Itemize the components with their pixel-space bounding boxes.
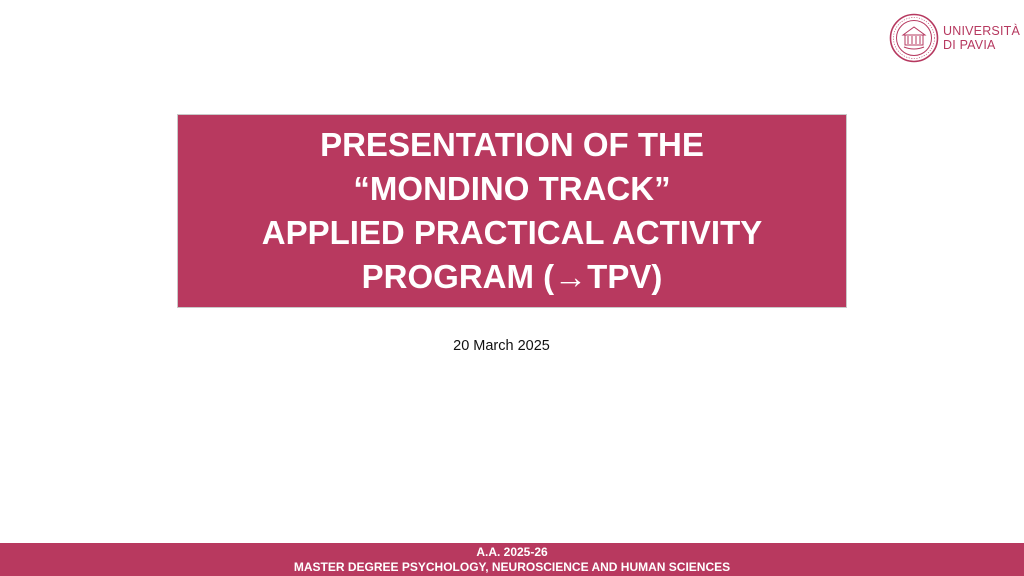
title-line-3: APPLIED PRACTICAL ACTIVITY xyxy=(261,214,763,251)
university-name xyxy=(943,24,1020,52)
presentation-date: 20 March 2025 xyxy=(453,338,550,354)
title-line-4-suffix: TPV) xyxy=(587,258,663,295)
title-line-1: PRESENTATION OF THE xyxy=(320,126,704,163)
university-logo xyxy=(889,12,1021,64)
title-line-2: “MONDINO TRACK” xyxy=(353,170,671,207)
university-name-line2: DI PAVIA xyxy=(943,38,996,52)
title-box xyxy=(177,114,847,308)
university-name-line1: UNIVERSITÀ xyxy=(943,24,1021,38)
academic-year: A.A. 2025-26 xyxy=(476,544,548,559)
footer-bar xyxy=(0,543,1024,576)
title-line-4 xyxy=(362,255,663,299)
university-seal-icon xyxy=(889,13,939,63)
right-arrow-icon: → xyxy=(554,258,588,295)
degree-program: MASTER DEGREE PSYCHOLOGY, NEUROSCIENCE AND HUMAN SCIENCES xyxy=(293,559,731,574)
title-line-4-prefix: PROGRAM ( xyxy=(361,258,555,295)
